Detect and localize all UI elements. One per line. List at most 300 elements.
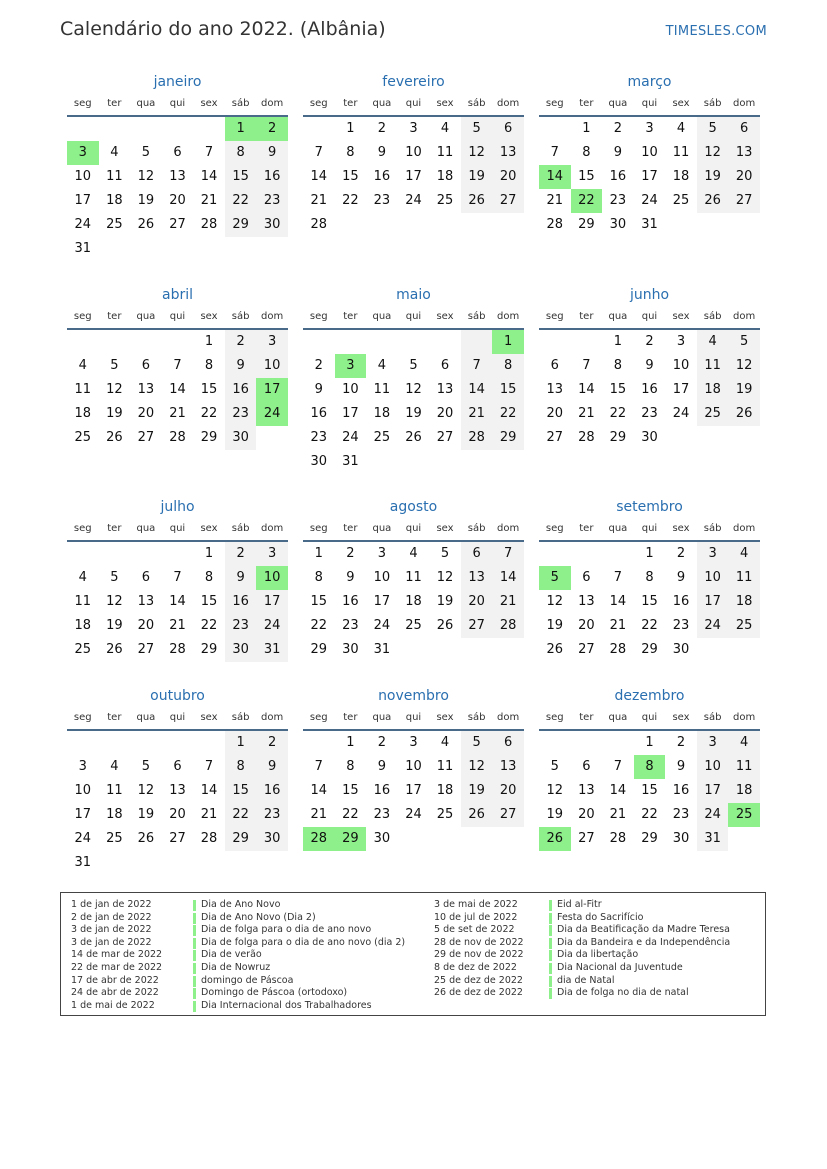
day-cell: 11 (436, 759, 454, 774)
day-cell: 3 (78, 759, 87, 774)
day-cell: 5 (539, 566, 571, 590)
day-cell: 21 (200, 807, 218, 822)
day-cell: 15 (641, 594, 658, 609)
day-cell: 30 (310, 454, 328, 469)
weekday-label: sáb (703, 311, 722, 322)
day-cell: 9 (346, 570, 355, 585)
day-cell: 8 (314, 570, 323, 585)
day-cell: 15 (200, 382, 218, 397)
month-name: janeiro (153, 74, 202, 90)
day-cell: 31 (342, 454, 359, 469)
day-cell: 17 (405, 783, 422, 798)
day-cell: 23 (225, 402, 257, 426)
weekday-label: sáb (231, 98, 250, 109)
day-cell: 20 (461, 590, 493, 614)
legend-dates-right (434, 899, 524, 1000)
empty-cell (130, 542, 162, 566)
day-cell: 11 (106, 169, 123, 184)
empty-cell (130, 237, 162, 261)
weekday-label: sex (436, 311, 454, 322)
empty-cell (728, 426, 760, 450)
empty-cell (162, 542, 194, 566)
week-row (67, 614, 288, 638)
day-cell: 6 (582, 570, 591, 585)
day-cell: 9 (676, 570, 686, 585)
week-row (67, 851, 288, 875)
day-cell: 19 (436, 594, 454, 609)
day-cell: 17 (697, 590, 729, 614)
empty-cell (697, 213, 729, 237)
empty-cell (461, 638, 493, 662)
day-cell: 3 (697, 731, 729, 755)
week-row (67, 354, 288, 378)
weekday-label: qua (136, 712, 156, 723)
day-cell: 13 (492, 141, 524, 165)
empty-cell (728, 827, 760, 851)
week-row (303, 614, 524, 638)
day-cell: 17 (256, 590, 288, 614)
day-cell: 4 (676, 121, 686, 136)
day-cell: 5 (697, 117, 729, 141)
day-cell: 8 (346, 759, 355, 774)
weekday-label: ter (343, 712, 358, 723)
week-row (67, 827, 288, 851)
month-julho (67, 496, 288, 662)
empty-cell (539, 330, 571, 354)
week-row (303, 141, 524, 165)
day-cell: 7 (550, 145, 559, 160)
day-cell: 7 (492, 542, 524, 566)
day-cell: 8 (582, 145, 591, 160)
month-setembro (539, 496, 760, 662)
day-cell: 18 (728, 779, 760, 803)
day-cell: 27 (461, 614, 493, 638)
day-cell: 19 (728, 378, 760, 402)
empty-cell (162, 731, 194, 755)
empty-cell (130, 731, 162, 755)
day-cell: 27 (728, 189, 760, 213)
day-cell: 26 (697, 189, 729, 213)
day-cell: 28 (578, 430, 595, 445)
week-row (67, 213, 288, 237)
weekday-header (67, 306, 288, 330)
day-cell: 25 (373, 430, 391, 445)
day-cell: 16 (609, 169, 627, 184)
empty-cell (429, 330, 461, 354)
day-cell: 20 (137, 406, 155, 421)
day-cell: 9 (225, 354, 257, 378)
day-cell: 22 (200, 406, 218, 421)
weekday-label: sáb (703, 98, 722, 109)
day-cell: 16 (256, 779, 288, 803)
empty-cell (99, 851, 131, 875)
empty-cell (225, 237, 257, 261)
legend-holiday-name: Dia de folga para o dia de ano novo (dia 2) (193, 937, 405, 950)
weekday-label: sex (672, 712, 690, 723)
day-cell: 24 (342, 430, 359, 445)
day-cell: 3 (67, 141, 99, 165)
weekday-label: dom (733, 712, 756, 723)
day-cell: 13 (169, 169, 186, 184)
empty-cell (602, 542, 634, 566)
legend-holiday-name: domingo de Páscoa (193, 975, 405, 988)
weekday-label: seg (309, 712, 328, 723)
day-cell: 24 (405, 193, 422, 208)
day-cell: 18 (697, 378, 729, 402)
legend-holiday-name: Dia da Bandeira e da Independência (549, 937, 730, 950)
month-janeiro (67, 71, 288, 261)
day-cell: 6 (461, 542, 493, 566)
day-cell: 4 (110, 145, 119, 160)
day-cell: 20 (546, 406, 564, 421)
day-cell: 29 (200, 430, 218, 445)
day-cell: 18 (728, 590, 760, 614)
week-row (67, 566, 288, 590)
week-row (303, 402, 524, 426)
day-cell: 4 (409, 546, 418, 561)
week-row (303, 450, 524, 474)
day-cell: 12 (405, 382, 422, 397)
week-row (67, 165, 288, 189)
legend-date: 3 de mai de 2022 (434, 899, 518, 910)
week-row (303, 117, 524, 141)
weekday-label: ter (579, 523, 594, 534)
day-cell: 14 (169, 382, 186, 397)
day-cell: 12 (106, 594, 123, 609)
weekday-header (539, 707, 760, 731)
legend-date: 14 de mar de 2022 (71, 949, 163, 961)
day-cell: 20 (169, 193, 186, 208)
week-row (539, 354, 760, 378)
day-cell: 9 (256, 141, 288, 165)
day-cell: 19 (106, 406, 123, 421)
day-cell: 29 (492, 426, 524, 450)
day-cell: 4 (78, 358, 87, 373)
weekday-label: dom (261, 712, 284, 723)
day-cell: 5 (110, 570, 119, 585)
day-cell: 25 (728, 803, 760, 827)
week-row (303, 731, 524, 755)
day-cell: 1 (225, 117, 257, 141)
day-cell: 9 (377, 145, 387, 160)
weekday-label: seg (309, 98, 328, 109)
day-cell: 8 (346, 145, 355, 160)
weekday-label: seg (73, 712, 92, 723)
weekday-label: qua (608, 98, 628, 109)
day-cell: 1 (225, 731, 257, 755)
day-cell: 6 (173, 759, 182, 774)
week-row (67, 141, 288, 165)
day-cell: 7 (204, 759, 214, 774)
day-cell: 18 (405, 594, 422, 609)
day-cell: 16 (256, 165, 288, 189)
day-cell: 16 (373, 169, 391, 184)
day-cell: 12 (546, 594, 564, 609)
weekday-label: dom (733, 311, 756, 322)
weekday-label: sex (672, 98, 690, 109)
day-cell: 5 (728, 330, 760, 354)
week-row (303, 213, 524, 237)
day-cell: 28 (546, 217, 564, 232)
weekday-label: qui (405, 98, 422, 109)
empty-cell (429, 827, 461, 851)
day-cell: 30 (256, 827, 288, 851)
day-cell: 1 (645, 735, 654, 750)
weekday-label: seg (309, 311, 328, 322)
week-row (303, 566, 524, 590)
day-cell: 28 (303, 827, 335, 851)
day-cell: 2 (314, 358, 323, 373)
weekday-header (303, 93, 524, 117)
empty-cell (335, 213, 367, 237)
day-cell: 8 (645, 570, 654, 585)
week-row (303, 542, 524, 566)
weekday-label: qui (169, 712, 186, 723)
day-cell: 24 (373, 618, 391, 633)
day-cell: 4 (728, 731, 760, 755)
month-outubro (67, 685, 288, 875)
day-cell: 11 (74, 594, 92, 609)
weekday-label: qui (641, 98, 658, 109)
weekday-label: qui (169, 311, 186, 322)
legend-date: 22 de mar de 2022 (71, 961, 163, 973)
weekday-label: dom (497, 523, 520, 534)
day-cell: 20 (436, 406, 454, 421)
day-cell: 25 (74, 430, 92, 445)
day-cell: 20 (492, 165, 524, 189)
day-cell: 13 (137, 594, 155, 609)
day-cell: 8 (204, 358, 214, 373)
legend-holiday-name: Festa do Sacrifício (549, 912, 730, 925)
day-cell: 4 (110, 759, 119, 774)
legend-holiday-name: Dia da libertação (549, 949, 730, 962)
empty-cell (67, 330, 99, 354)
day-cell: 11 (74, 382, 92, 397)
empty-cell (492, 827, 524, 851)
weekday-label: dom (261, 523, 284, 534)
day-cell: 8 (225, 755, 257, 779)
empty-cell (461, 450, 493, 474)
day-cell: 7 (314, 145, 323, 160)
day-cell: 18 (74, 618, 92, 633)
legend-holiday-name: Dia de folga no dia de natal (549, 987, 730, 1000)
day-cell: 12 (697, 141, 729, 165)
empty-cell (303, 731, 335, 755)
day-cell: 10 (697, 566, 729, 590)
day-cell: 28 (609, 642, 627, 657)
day-cell: 23 (373, 807, 391, 822)
day-cell: 28 (461, 426, 493, 450)
weekday-header (539, 93, 760, 117)
week-row (303, 827, 524, 851)
week-row (539, 731, 760, 755)
day-cell: 1 (346, 735, 355, 750)
day-cell: 13 (169, 783, 186, 798)
empty-cell (539, 117, 571, 141)
day-cell: 29 (310, 642, 328, 657)
week-row (539, 590, 760, 614)
day-cell: 7 (173, 358, 182, 373)
day-cell: 2 (645, 334, 654, 349)
day-cell: 19 (546, 618, 564, 633)
weekday-label: sáb (467, 523, 486, 534)
empty-cell (303, 117, 335, 141)
weekday-label: dom (497, 712, 520, 723)
day-cell: 15 (200, 594, 218, 609)
day-cell: 14 (169, 594, 186, 609)
day-cell: 16 (310, 406, 328, 421)
day-cell: 27 (492, 189, 524, 213)
weekday-label: qua (372, 712, 392, 723)
week-row (67, 638, 288, 662)
day-cell: 13 (546, 382, 564, 397)
day-cell: 1 (346, 121, 355, 136)
legend-names-left (193, 899, 405, 1012)
day-cell: 29 (225, 827, 257, 851)
legend-date: 1 de jan de 2022 (71, 899, 152, 910)
week-row (67, 542, 288, 566)
empty-cell (429, 450, 461, 474)
day-cell: 5 (461, 731, 493, 755)
day-cell: 1 (492, 330, 524, 354)
weekday-label: seg (73, 98, 92, 109)
empty-cell (256, 426, 288, 450)
legend-holiday-name: dia de Natal (549, 975, 730, 988)
week-row (67, 237, 288, 261)
day-cell: 30 (672, 642, 690, 657)
weekday-label: dom (497, 98, 520, 109)
day-cell: 12 (461, 141, 493, 165)
day-cell: 27 (578, 831, 595, 846)
weekday-label: qui (405, 523, 422, 534)
day-cell: 13 (137, 382, 155, 397)
weekday-label: sex (436, 712, 454, 723)
weekday-label: sex (436, 523, 454, 534)
day-cell: 3 (409, 121, 418, 136)
weekday-label: seg (545, 523, 564, 534)
weekday-header (67, 518, 288, 542)
empty-cell (665, 426, 697, 450)
month-name: julho (160, 499, 195, 515)
day-cell: 26 (405, 430, 422, 445)
legend-holiday-name: Dia de folga para o dia de ano novo (193, 924, 405, 937)
weekday-label: seg (73, 311, 92, 322)
day-cell: 23 (256, 803, 288, 827)
weekday-label: sáb (231, 712, 250, 723)
day-cell: 8 (634, 755, 666, 779)
day-cell: 28 (492, 614, 524, 638)
day-cell: 30 (256, 213, 288, 237)
day-cell: 14 (461, 378, 493, 402)
empty-cell (429, 638, 461, 662)
day-cell: 19 (461, 779, 493, 803)
weekday-label: ter (579, 311, 594, 322)
day-cell: 15 (641, 783, 658, 798)
day-cell: 29 (609, 430, 627, 445)
week-row (67, 330, 288, 354)
day-cell: 10 (405, 145, 422, 160)
day-cell: 11 (697, 354, 729, 378)
week-row (303, 590, 524, 614)
week-row (539, 165, 760, 189)
day-cell: 4 (440, 121, 450, 136)
day-cell: 25 (405, 618, 422, 633)
empty-cell (461, 330, 493, 354)
day-cell: 7 (613, 759, 623, 774)
week-row (67, 590, 288, 614)
weekday-label: qua (136, 98, 156, 109)
empty-cell (99, 237, 131, 261)
weekday-header (539, 518, 760, 542)
day-cell: 11 (373, 382, 391, 397)
week-row (539, 117, 760, 141)
week-row (303, 165, 524, 189)
day-cell: 3 (335, 354, 367, 378)
day-cell: 4 (697, 330, 729, 354)
day-cell: 4 (78, 570, 87, 585)
month-name: setembro (616, 499, 683, 515)
day-cell: 12 (461, 755, 493, 779)
empty-cell (162, 237, 194, 261)
legend-holiday-name: Dia de Ano Novo (Dia 2) (193, 912, 405, 925)
empty-cell (99, 330, 131, 354)
day-cell: 25 (436, 807, 454, 822)
day-cell: 21 (169, 406, 186, 421)
day-cell: 30 (373, 831, 391, 846)
weekday-label: sáb (467, 712, 486, 723)
week-row (539, 755, 760, 779)
day-cell: 1 (582, 121, 591, 136)
day-cell: 17 (342, 406, 359, 421)
legend-holiday-name: Dia de verão (193, 949, 405, 962)
day-cell: 22 (225, 803, 257, 827)
day-cell: 11 (106, 783, 123, 798)
site-link[interactable]: TIMESLES.COM (665, 24, 767, 39)
day-cell: 17 (373, 594, 391, 609)
empty-cell (398, 213, 430, 237)
day-cell: 19 (405, 406, 422, 421)
day-cell: 25 (436, 193, 454, 208)
legend-holiday-name: Dia da Beatificação da Madre Teresa (549, 924, 730, 937)
day-cell: 17 (256, 378, 288, 402)
day-cell: 5 (110, 358, 119, 373)
empty-cell (398, 450, 430, 474)
legend-date: 26 de dez de 2022 (434, 987, 523, 999)
day-cell: 31 (373, 642, 391, 657)
day-cell: 2 (676, 546, 686, 561)
day-cell: 9 (676, 759, 686, 774)
day-cell: 23 (342, 618, 359, 633)
weekday-label: ter (107, 311, 122, 322)
day-cell: 20 (492, 779, 524, 803)
empty-cell (461, 827, 493, 851)
weekday-label: qua (136, 311, 156, 322)
week-row (539, 779, 760, 803)
weekday-label: sex (200, 712, 218, 723)
day-cell: 6 (440, 358, 450, 373)
weekday-label: seg (309, 523, 328, 534)
empty-cell (193, 851, 225, 875)
legend-date: 24 de abr de 2022 (71, 987, 159, 999)
empty-cell (398, 638, 430, 662)
empty-cell (398, 330, 430, 354)
day-cell: 13 (461, 566, 493, 590)
day-cell: 26 (461, 189, 493, 213)
day-cell: 3 (645, 121, 654, 136)
day-cell: 10 (641, 145, 658, 160)
day-cell: 29 (578, 217, 595, 232)
day-cell: 11 (728, 566, 760, 590)
